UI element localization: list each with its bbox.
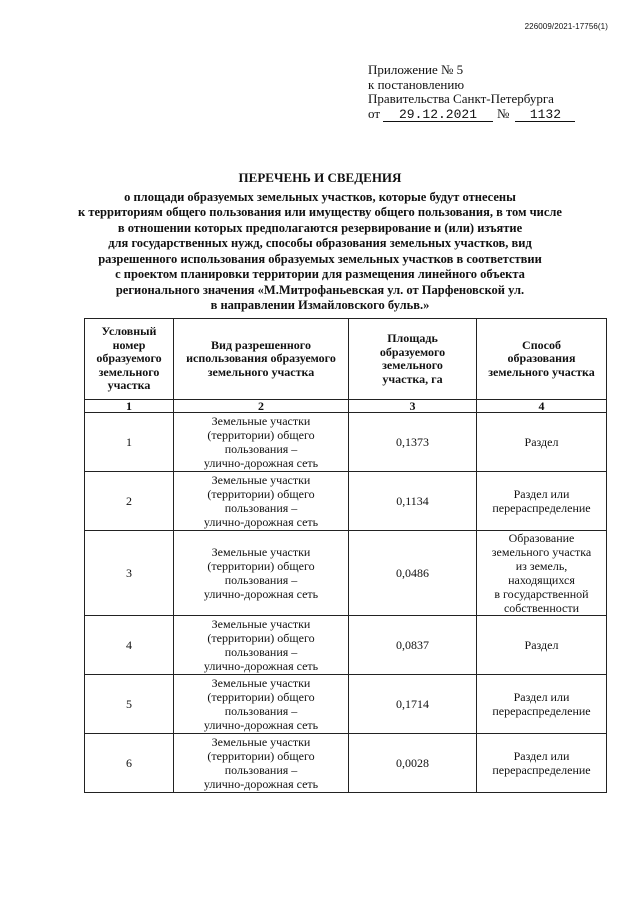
table-header-row [85,319,607,400]
appendix-block [368,63,608,122]
plot-number-cell: 5 [85,675,174,734]
table-row [85,531,607,616]
plot-number-cell: 4 [85,616,174,675]
formation-method-cell: Раздел или перераспределение [477,734,607,793]
index-cell: 4 [477,400,607,413]
area-cell: 0,1714 [349,675,477,734]
title-line: регионального значения «М.Митрофаньевская ул. от Парфеновской ул. [115,282,525,297]
title-line: разрешенного использования образуемых земельных участков в соответствии [98,251,542,266]
area-cell: 0,1373 [349,413,477,472]
title-line: с проектом планировки территории для размещения линейного объекта [115,267,525,281]
resolution-date: 29.12.2021 [383,108,493,122]
land-plots-table [84,318,607,793]
formation-method-cell: Раздел или перераспределение [477,675,607,734]
index-cell: 2 [174,400,349,413]
table-row [85,616,607,675]
permitted-use-cell: Земельные участки (территории) общего пользования – улично-дорожная сеть [174,734,349,793]
area-cell: 0,0837 [349,616,477,675]
table-row [85,413,607,472]
title-line: в отношении которых предполагаются резервирование и (или) изъятие [117,220,523,235]
appendix-date-line [368,107,608,122]
table-row [85,675,607,734]
formation-method-cell: Образование земельного участка из земель, находящихся в государственной собственности [477,531,607,616]
title-line: к территориям общего пользования или имуществу общего пользования, в том числе [78,205,562,219]
area-cell: 0,0028 [349,734,477,793]
appendix-number: Приложение № 5 [368,62,464,77]
area-cell: 0,0486 [349,531,477,616]
plot-number-cell: 2 [85,472,174,531]
formation-method-cell: Раздел [477,413,607,472]
permitted-use-cell: Земельные участки (территории) общего пользования – улично-дорожная сеть [174,675,349,734]
plot-number-cell: 3 [85,531,174,616]
table-row [85,734,607,793]
appendix-resolution-label: к постановлению [368,76,465,92]
permitted-use-cell: Земельные участки (территории) общего пользования – улично-дорожная сеть [174,531,349,616]
title-line: для государственных нужд, способы образования земельных участков, вид [108,236,532,250]
formation-method-cell: Раздел [477,616,607,675]
index-cell: 3 [349,400,477,413]
header-area: Площадь образуемого земельного участка, га [349,319,477,400]
resolution-number: 1132 [515,108,575,122]
permitted-use-cell: Земельные участки (территории) общего пользования – улично-дорожная сеть [174,616,349,675]
table-index-row [85,400,607,413]
document-id: 226009/2021-17756(1) [524,22,608,31]
permitted-use-cell: Земельные участки (территории) общего пользования – улично-дорожная сеть [174,472,349,531]
header-formation-method: Способ образования земельного участка [477,319,607,400]
area-cell: 0,1134 [349,472,477,531]
date-prefix: от [368,105,381,121]
formation-method-cell: Раздел или перераспределение [477,472,607,531]
title-line: о площади образуемых земельных участков, которые будут отнесены [124,189,516,204]
permitted-use-cell: Земельные участки (территории) общего пользования – улично-дорожная сеть [174,413,349,472]
index-cell: 1 [85,400,174,413]
document-title-block [40,170,600,314]
plot-number-cell: 1 [85,413,174,472]
number-sign: № [497,105,510,121]
header-plot-number: Условный номер образуемого земельного участка [85,319,174,400]
document-title: ПЕРЕЧЕНЬ И СВЕДЕНИЯ [238,170,402,185]
header-permitted-use: Вид разрешенного использования образуемого земельного участка [174,319,349,400]
title-line: в направлении Измайловского бульв.» [210,298,430,312]
appendix-government: Правительства Санкт-Петербурга [368,91,554,106]
table-row [85,472,607,531]
plot-number-cell: 6 [85,734,174,793]
